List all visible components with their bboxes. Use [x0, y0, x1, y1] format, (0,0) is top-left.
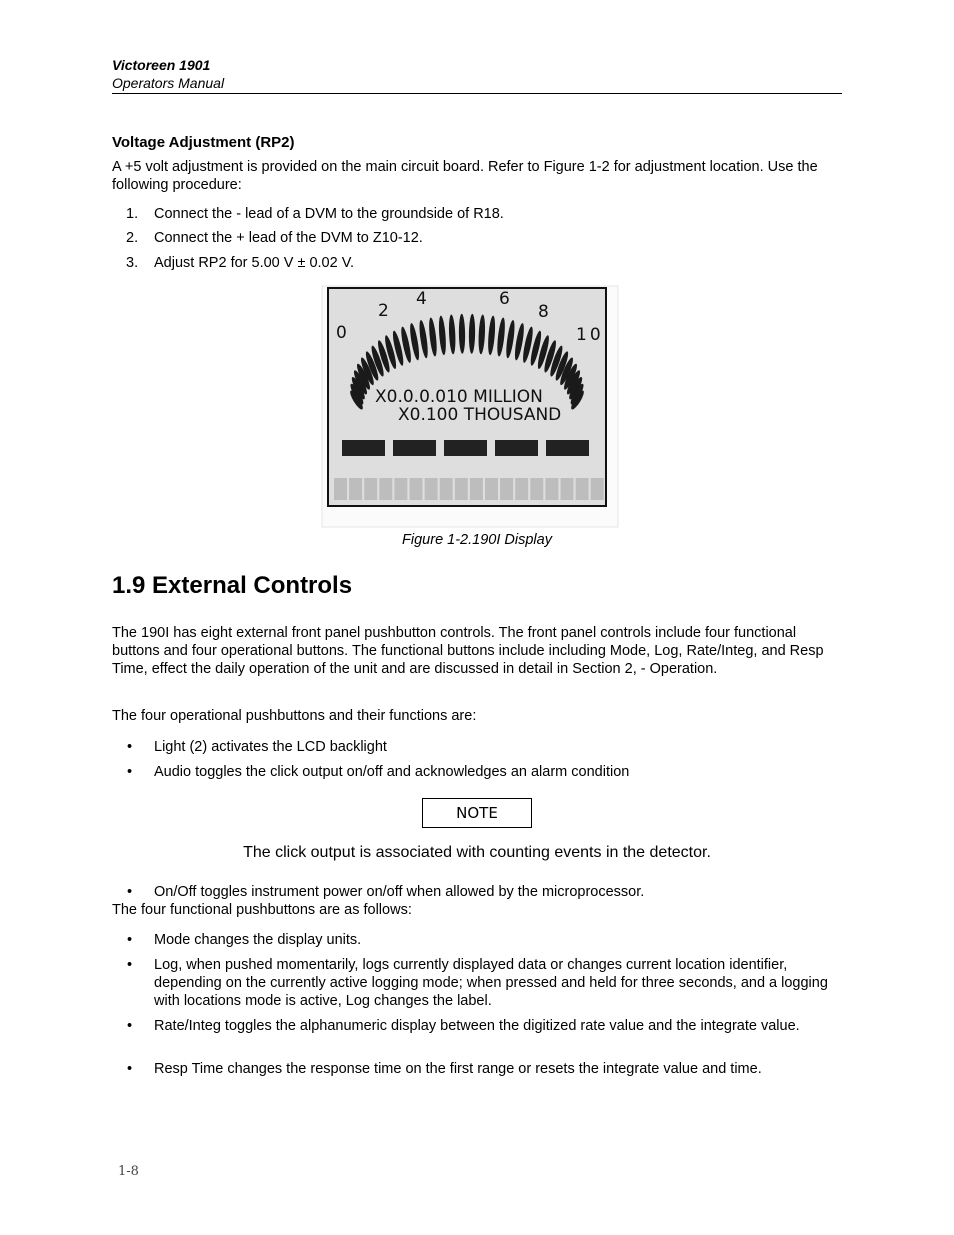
figure-caption: Figure 1-2.190I Display — [402, 532, 552, 548]
bullet: • — [127, 1061, 133, 1077]
status-cell — [364, 478, 377, 500]
running-header — [112, 56, 842, 94]
section-heading: 1.9 External Controls — [112, 572, 353, 599]
status-cell — [500, 478, 513, 500]
bullet: • — [127, 884, 133, 900]
note-box: NOTE — [422, 798, 532, 828]
bullet: • — [127, 932, 133, 948]
step-text: Adjust RP2 for 5.00 V ± 0.02 V. — [154, 255, 355, 271]
bullet: • — [127, 739, 133, 755]
list-item — [112, 229, 842, 247]
page-number: 1-8 — [118, 1164, 139, 1179]
section-paragraph: The four operational pushbuttons and their functions are: — [112, 708, 477, 724]
voltage-intro: A +5 volt adjustment is provided on the main circuit board. Refer to Figure 1-2 for adjustment location. Use the following procedure: — [112, 159, 818, 193]
bullet-text: Rate/Integ toggles the alphanumeric display between the digitized rate value and the integrate value. — [154, 1018, 800, 1034]
scale-label: 2 — [378, 301, 389, 321]
lcd-display-figure — [320, 284, 620, 529]
step-number: 1. — [126, 206, 139, 222]
status-cell — [576, 478, 589, 500]
step-text: Connect the - lead of a DVM to the groundside of R18. — [154, 206, 504, 222]
list-item — [112, 205, 842, 223]
status-cell — [455, 478, 468, 500]
status-cell — [440, 478, 453, 500]
bullet-text: Audio toggles the click output on/off and acknowledges an alarm condition — [154, 764, 630, 780]
manual-subtitle: Operators Manual — [112, 75, 225, 91]
section-paragraph: The four functional pushbuttons are as follows: — [112, 902, 412, 918]
list-item — [112, 763, 842, 781]
lcd-digit-block — [546, 440, 589, 456]
status-cell — [425, 478, 438, 500]
bullet-text: Log, when pushed momentarily, logs currently displayed data or changes current location identifier, depending on the currently active logging mode; when pressed and held for three seconds, and a logging with locations mode is active, Log changes the label. — [154, 957, 828, 1009]
lcd-digit-block — [342, 440, 385, 456]
step-text: Connect the + lead of the DVM to Z10-12. — [154, 230, 423, 246]
lcd-digit-block — [444, 440, 487, 456]
status-cell — [349, 478, 362, 500]
status-cell — [410, 478, 423, 500]
list-item — [112, 738, 842, 756]
status-cell — [470, 478, 483, 500]
status-cell — [334, 478, 347, 500]
bullet-text: Resp Time changes the response time on the first range or resets the integrate value and time. — [154, 1061, 762, 1077]
scale-label: 4 — [416, 289, 427, 309]
status-cell — [485, 478, 498, 500]
manual-title: Victoreen 1901 — [112, 57, 211, 73]
status-cell — [561, 478, 574, 500]
lcd-line-1: X0.0.0.010 MILLION — [375, 387, 543, 407]
lcd-digit-block — [393, 440, 436, 456]
step-number: 2. — [126, 230, 139, 246]
list-item — [112, 956, 842, 1010]
scale-label: 0 — [336, 323, 347, 343]
status-cell — [379, 478, 392, 500]
status-cell — [515, 478, 528, 500]
status-cell — [394, 478, 407, 500]
note-text: The click output is associated with counting events in the detector. — [243, 844, 711, 861]
list-item — [112, 254, 842, 272]
bullet: • — [127, 764, 133, 780]
bullet: • — [127, 1018, 133, 1034]
voltage-heading: Voltage Adjustment (RP2) — [112, 134, 295, 151]
list-item — [112, 1017, 842, 1035]
scale-label: 10 — [576, 325, 604, 345]
status-cell — [591, 478, 604, 500]
scale-label: 8 — [538, 302, 549, 322]
list-item — [112, 883, 842, 901]
bullet-text: On/Off toggles instrument power on/off when allowed by the microprocessor. — [154, 884, 645, 900]
scale-label: 6 — [499, 289, 510, 309]
section-paragraph: The 190I has eight external front panel pushbutton controls. The front panel controls include four functional buttons and four operational buttons. The functional buttons include including Mode, Log, Rate/Integ, and Resp Time, effect the daily operation of the unit and are discussed in detail in Section 2, - Operation. — [112, 625, 824, 677]
status-cell — [545, 478, 558, 500]
bullet: • — [127, 957, 133, 973]
lcd-digit-block — [495, 440, 538, 456]
list-item — [112, 1060, 842, 1078]
step-number: 3. — [126, 255, 139, 271]
bullet-text: Mode changes the display units. — [154, 932, 362, 948]
status-cell — [530, 478, 543, 500]
lcd-display-illustration — [320, 284, 620, 529]
list-item — [112, 931, 842, 949]
lcd-line-2: X0.100 THOUSAND — [398, 405, 562, 425]
bullet-text: Light (2) activates the LCD backlight — [154, 739, 387, 755]
